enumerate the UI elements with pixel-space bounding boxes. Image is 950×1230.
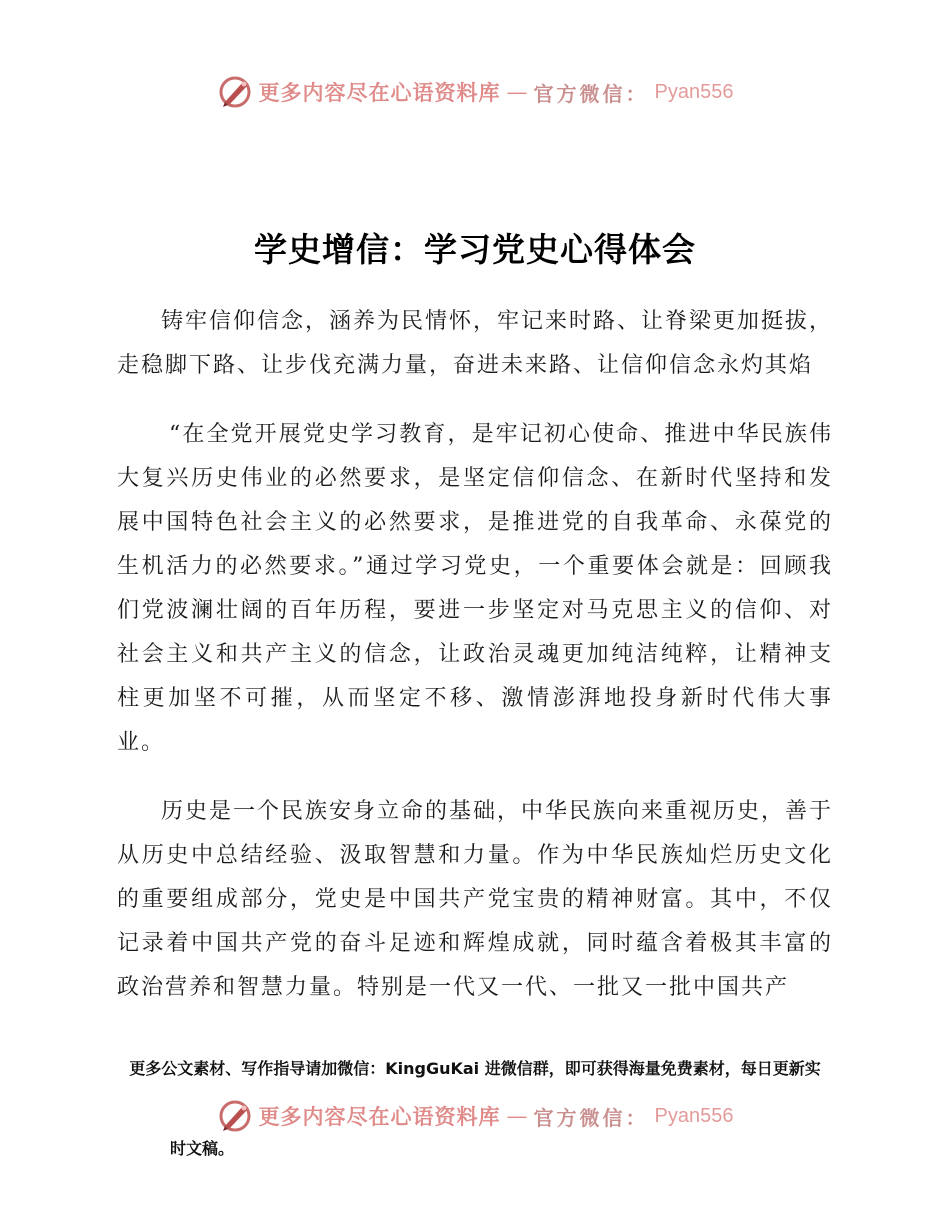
- watermark-dash: —: [506, 80, 528, 104]
- watermark-id: Pyan556: [654, 80, 734, 103]
- paragraph: 历史是一个民族安身立命的基础，中华民族向来重视历史，善于从历史中总结经验、汲取智慧和力量。作为中华民族灿烂历史文化的重要组成部分，党史是中国共产党宝贵的精神财富。其中，不仅记录着中国共产党的奋斗足迹和辉煌成就，同时蕴含着极其丰富的政治营养和智慧力量。特别是一代又一代、一批又一批中国共产: [117, 799, 834, 1000]
- watermark-label: 官方微信：: [533, 1105, 649, 1130]
- page-title: 学史增信：学习党史心得体会: [254, 230, 696, 269]
- pen-logo-icon: [217, 1098, 253, 1134]
- footer-note-continuation: 时文稿。: [170, 1139, 235, 1158]
- watermark-label: 官方微信：: [533, 81, 649, 106]
- paragraph: “在全党开展党史学习教育，是牢记初心使命、推进中华民族伟大复兴历史伟业的必然要求，是坚定信仰信念、在新时代坚持和发展中国特色社会主义的必然要求，是推进党的自我革命、永葆党的生机活力的必然要求。”通过学习党史，一个重要体会就是：回顾我们党波澜壮阔的百年历程，要进一步坚定对马克思主义的信仰、对社会主义和共产主义的信念，让政治灵魂更加纯洁纯粹，让精神支柱更加坚不可摧，从而坚定不移、激情澎湃地投身新时代伟大事业。: [117, 422, 833, 755]
- watermark-text: 更多内容尽在心语资料库: [258, 1104, 501, 1129]
- pen-logo-icon: [217, 74, 253, 110]
- footer-watermark: [0, 1094, 950, 1138]
- watermark-dash: —: [506, 1104, 528, 1128]
- footer-note: 更多公文素材、写作指导请加微信：KingGuKai 进微信群，即可获得海量免费素材，每日更新实: [129, 1059, 821, 1078]
- document-body: [117, 300, 833, 1035]
- watermark-text: 更多内容尽在心语资料库: [258, 80, 501, 105]
- paragraph: 铸牢信仰信念，涵养为民情怀，牢记来时路、让脊梁更加挺拔，走稳脚下路、让步伐充满力量，奋进未来路、让信仰信念永灼其焰: [117, 309, 834, 378]
- watermark-id: Pyan556: [654, 1104, 734, 1127]
- header-watermark: [0, 70, 950, 114]
